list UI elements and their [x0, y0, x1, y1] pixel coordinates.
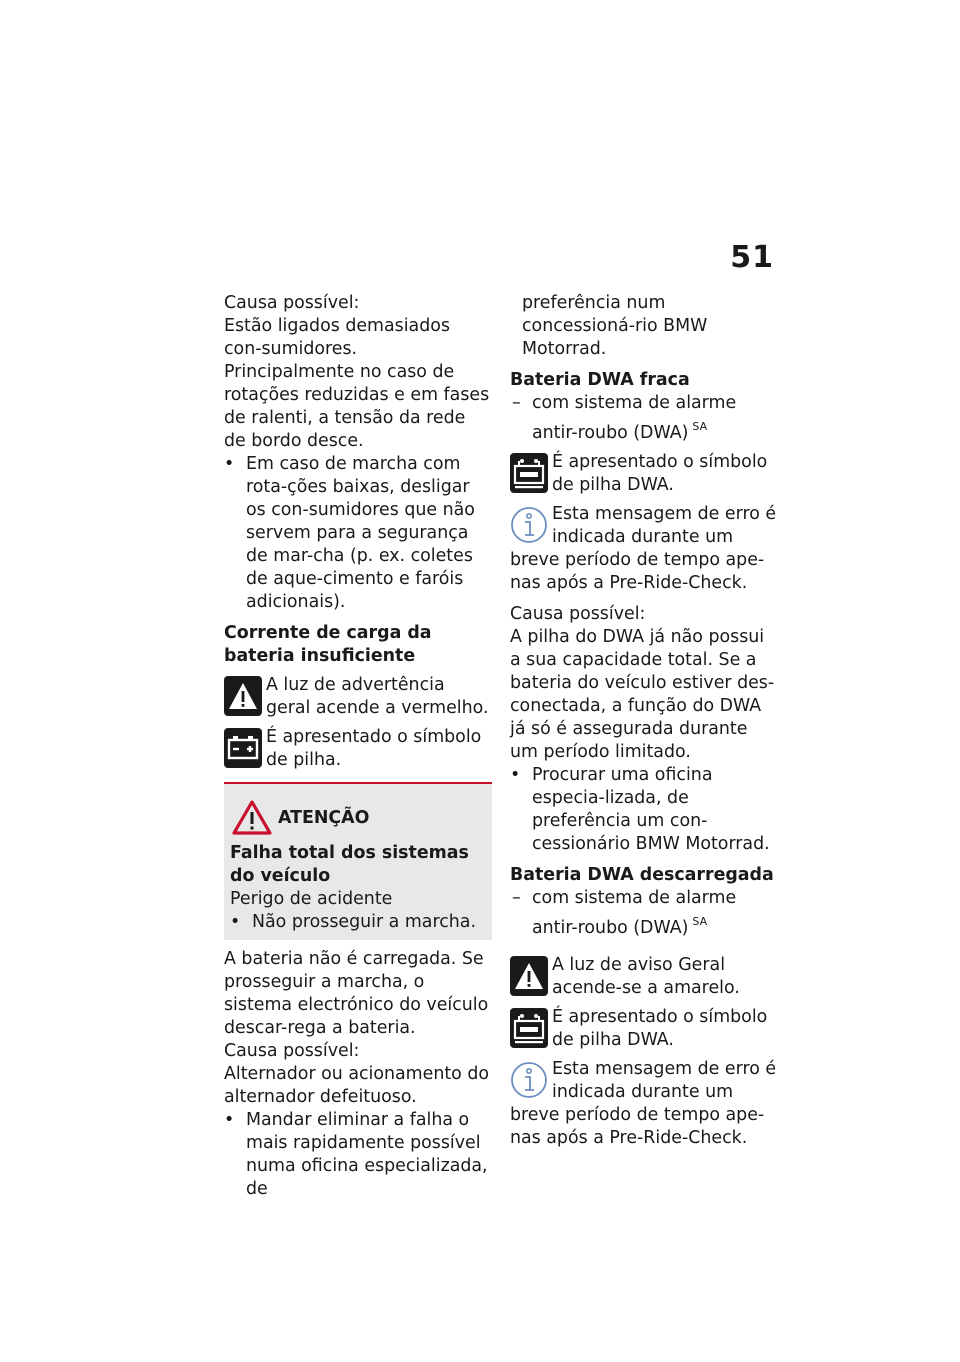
section-heading: Bateria DWA fraca: [510, 370, 690, 390]
warning-triangle-icon: [224, 676, 262, 716]
cause-label: Causa possível:: [224, 293, 360, 313]
cause-label: Causa possível:: [224, 1041, 360, 1061]
sa-superscript: SA: [692, 420, 708, 433]
dash-mark: –: [512, 393, 521, 413]
warning-light-text: A luz de advertência geral acende a vermelho.: [266, 675, 489, 718]
info-icon: [510, 505, 548, 545]
list-item: [510, 887, 778, 940]
bullet-mark: •: [224, 1110, 235, 1130]
continued-text: preferência num concessioná-rio BMW Motorrad.: [522, 293, 708, 359]
warning-header: [230, 800, 484, 836]
cause-label: Causa possível:: [510, 604, 646, 624]
dash-mark: –: [512, 888, 521, 908]
left-column: [224, 292, 492, 1201]
warning-subtitle: Falha total dos sistemas do veículo: [230, 843, 469, 886]
cause-text: Estão ligados demasiados con-sumidores. Principalmente no caso de rotações reduzidas e em fases de ralenti, a tensão da rede de bordo desce.: [224, 316, 490, 451]
dwa-battery-icon: [510, 1008, 548, 1048]
warning-light-row: [224, 674, 492, 720]
sa-superscript: SA: [692, 915, 708, 928]
battery-symbol-text: É apresentado o símbolo de pilha.: [266, 727, 482, 770]
warning-box: [224, 782, 492, 940]
list-item: [510, 392, 778, 445]
dwa-symbol-text: É apresentado o símbolo de pilha DWA.: [552, 1007, 768, 1050]
warning-text: Perigo de acidente: [230, 889, 393, 909]
battery-symbol-row: [224, 726, 492, 772]
list-item: [510, 764, 778, 856]
section-heading: Corrente de carga da bateria insuficiente: [224, 623, 432, 666]
cause-text: Alternador ou acionamento do alternador defeituoso.: [224, 1064, 490, 1107]
info-icon: [510, 1060, 548, 1100]
list-item-text: Procurar uma oficina especia-lizada, de preferência um con-cessionário BMW Motorrad.: [532, 765, 770, 854]
info-note: [510, 503, 778, 595]
warning-triangle-icon: [510, 956, 548, 996]
bullet-mark: •: [510, 765, 521, 785]
list-item: [224, 1109, 492, 1201]
cause-text: A pilha do DWA já não possui a sua capacidade total. Se a bateria do veículo estiver des-conectada, a função do DWA já só é assegurada durante um período limitado.: [510, 627, 775, 762]
list-item: [224, 453, 492, 614]
dwa-symbol-text: É apresentado o símbolo de pilha DWA.: [552, 452, 768, 495]
general-warning-text: A luz de aviso Geral acende-se a amarelo.: [552, 955, 740, 998]
warning-triangle-icon: [232, 800, 272, 836]
list-item-text: Em caso de marcha com rota-ções baixas, desligar os con-sumidores que não servem para a segurança de mar-cha (p. ex. coletes de aque-cimento e faróis adicionais).: [246, 454, 475, 612]
battery-icon: [224, 728, 262, 768]
dwa-symbol-row: [510, 451, 778, 497]
bullet-mark: •: [230, 912, 241, 932]
bullet-mark: •: [224, 454, 235, 474]
dwa-symbol-row: [510, 1006, 778, 1052]
list-item-text: Não prosseguir a marcha.: [252, 912, 476, 932]
section-heading: Bateria DWA descarregada: [510, 865, 774, 885]
warning-title: ATENÇÃO: [278, 807, 370, 828]
info-text: Esta mensagem de erro é indicada durante um breve período de tempo ape-nas após a Pre-Ride-Check.: [510, 1059, 777, 1148]
right-column: [510, 292, 778, 1150]
page-number: 51: [730, 240, 774, 275]
dwa-battery-icon: [510, 453, 548, 493]
body-text: A bateria não é carregada. Se prosseguir a marcha, o sistema electrónico do veículo descar-rega a bateria.: [224, 949, 489, 1038]
list-item-text: com sistema de alarme antir-roubo (DWA): [532, 888, 737, 938]
list-item-text: Mandar eliminar a falha o mais rapidamente possível numa oficina especializada, de: [246, 1110, 488, 1199]
info-text: Esta mensagem de erro é indicada durante um breve período de tempo ape-nas após a Pre-Ride-Check.: [510, 504, 777, 593]
list-item: [230, 911, 484, 934]
general-warning-row: [510, 954, 778, 1000]
info-note: [510, 1058, 778, 1150]
list-item-text: com sistema de alarme antir-roubo (DWA): [532, 393, 737, 443]
